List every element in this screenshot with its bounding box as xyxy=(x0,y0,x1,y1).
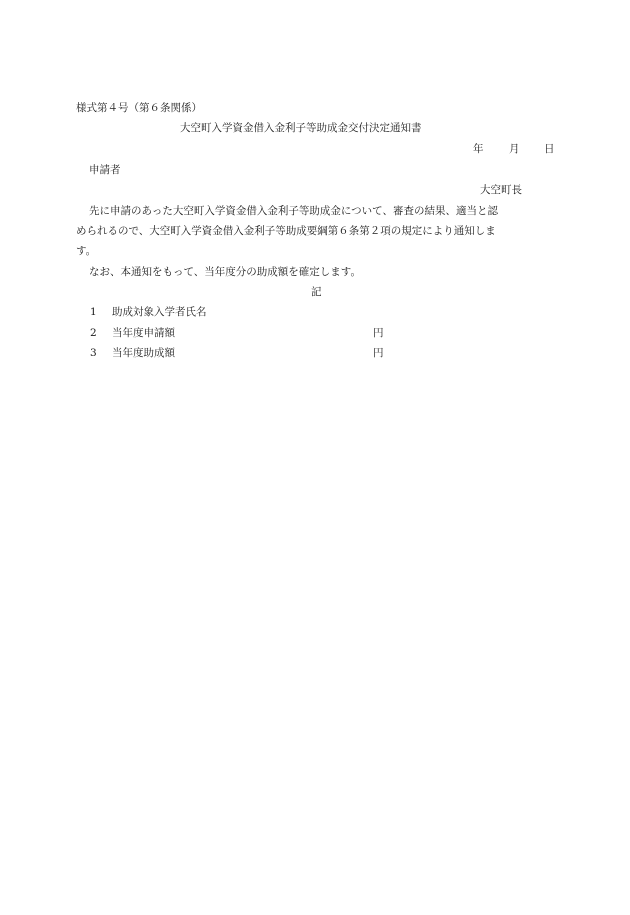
item-number: 1 xyxy=(90,306,97,318)
list-item xyxy=(90,347,175,360)
body-paragraph-1-line-2: められるので、大空町入学資金借入金利子等助成要綱第６条第２項の規定により通知しま xyxy=(76,225,496,237)
item-number: 2 xyxy=(90,327,97,339)
item-label: 助成対象入学者氏名 xyxy=(112,306,207,318)
issuer-name: 大空町長 xyxy=(480,184,522,196)
body-paragraph-1-line-3: す。 xyxy=(76,245,97,257)
form-number: 様式第４号（第６条関係） xyxy=(76,102,202,114)
list-item xyxy=(90,327,175,340)
date-year-label: 年 xyxy=(473,143,484,155)
record-heading: 記 xyxy=(311,286,322,298)
item-unit: 円 xyxy=(373,327,384,339)
list-item xyxy=(90,306,207,319)
item-label: 当年度申請額 xyxy=(112,327,175,339)
date-month-label: 月 xyxy=(509,143,520,155)
item-label: 当年度助成額 xyxy=(112,347,175,359)
body-paragraph-1-line-1: 先に申請のあった大空町入学資金借入金利子等助成金について、審査の結果、適当と認 xyxy=(89,205,498,217)
date-day-label: 日 xyxy=(544,143,555,155)
recipient-label: 申請者 xyxy=(89,164,121,176)
item-number: 3 xyxy=(90,347,97,359)
document-title: 大空町入学資金借入金利子等助成金交付決定通知書 xyxy=(180,122,422,134)
item-unit: 円 xyxy=(373,347,384,359)
body-paragraph-2: なお、本通知をもって、当年度分の助成額を確定します。 xyxy=(89,266,361,278)
